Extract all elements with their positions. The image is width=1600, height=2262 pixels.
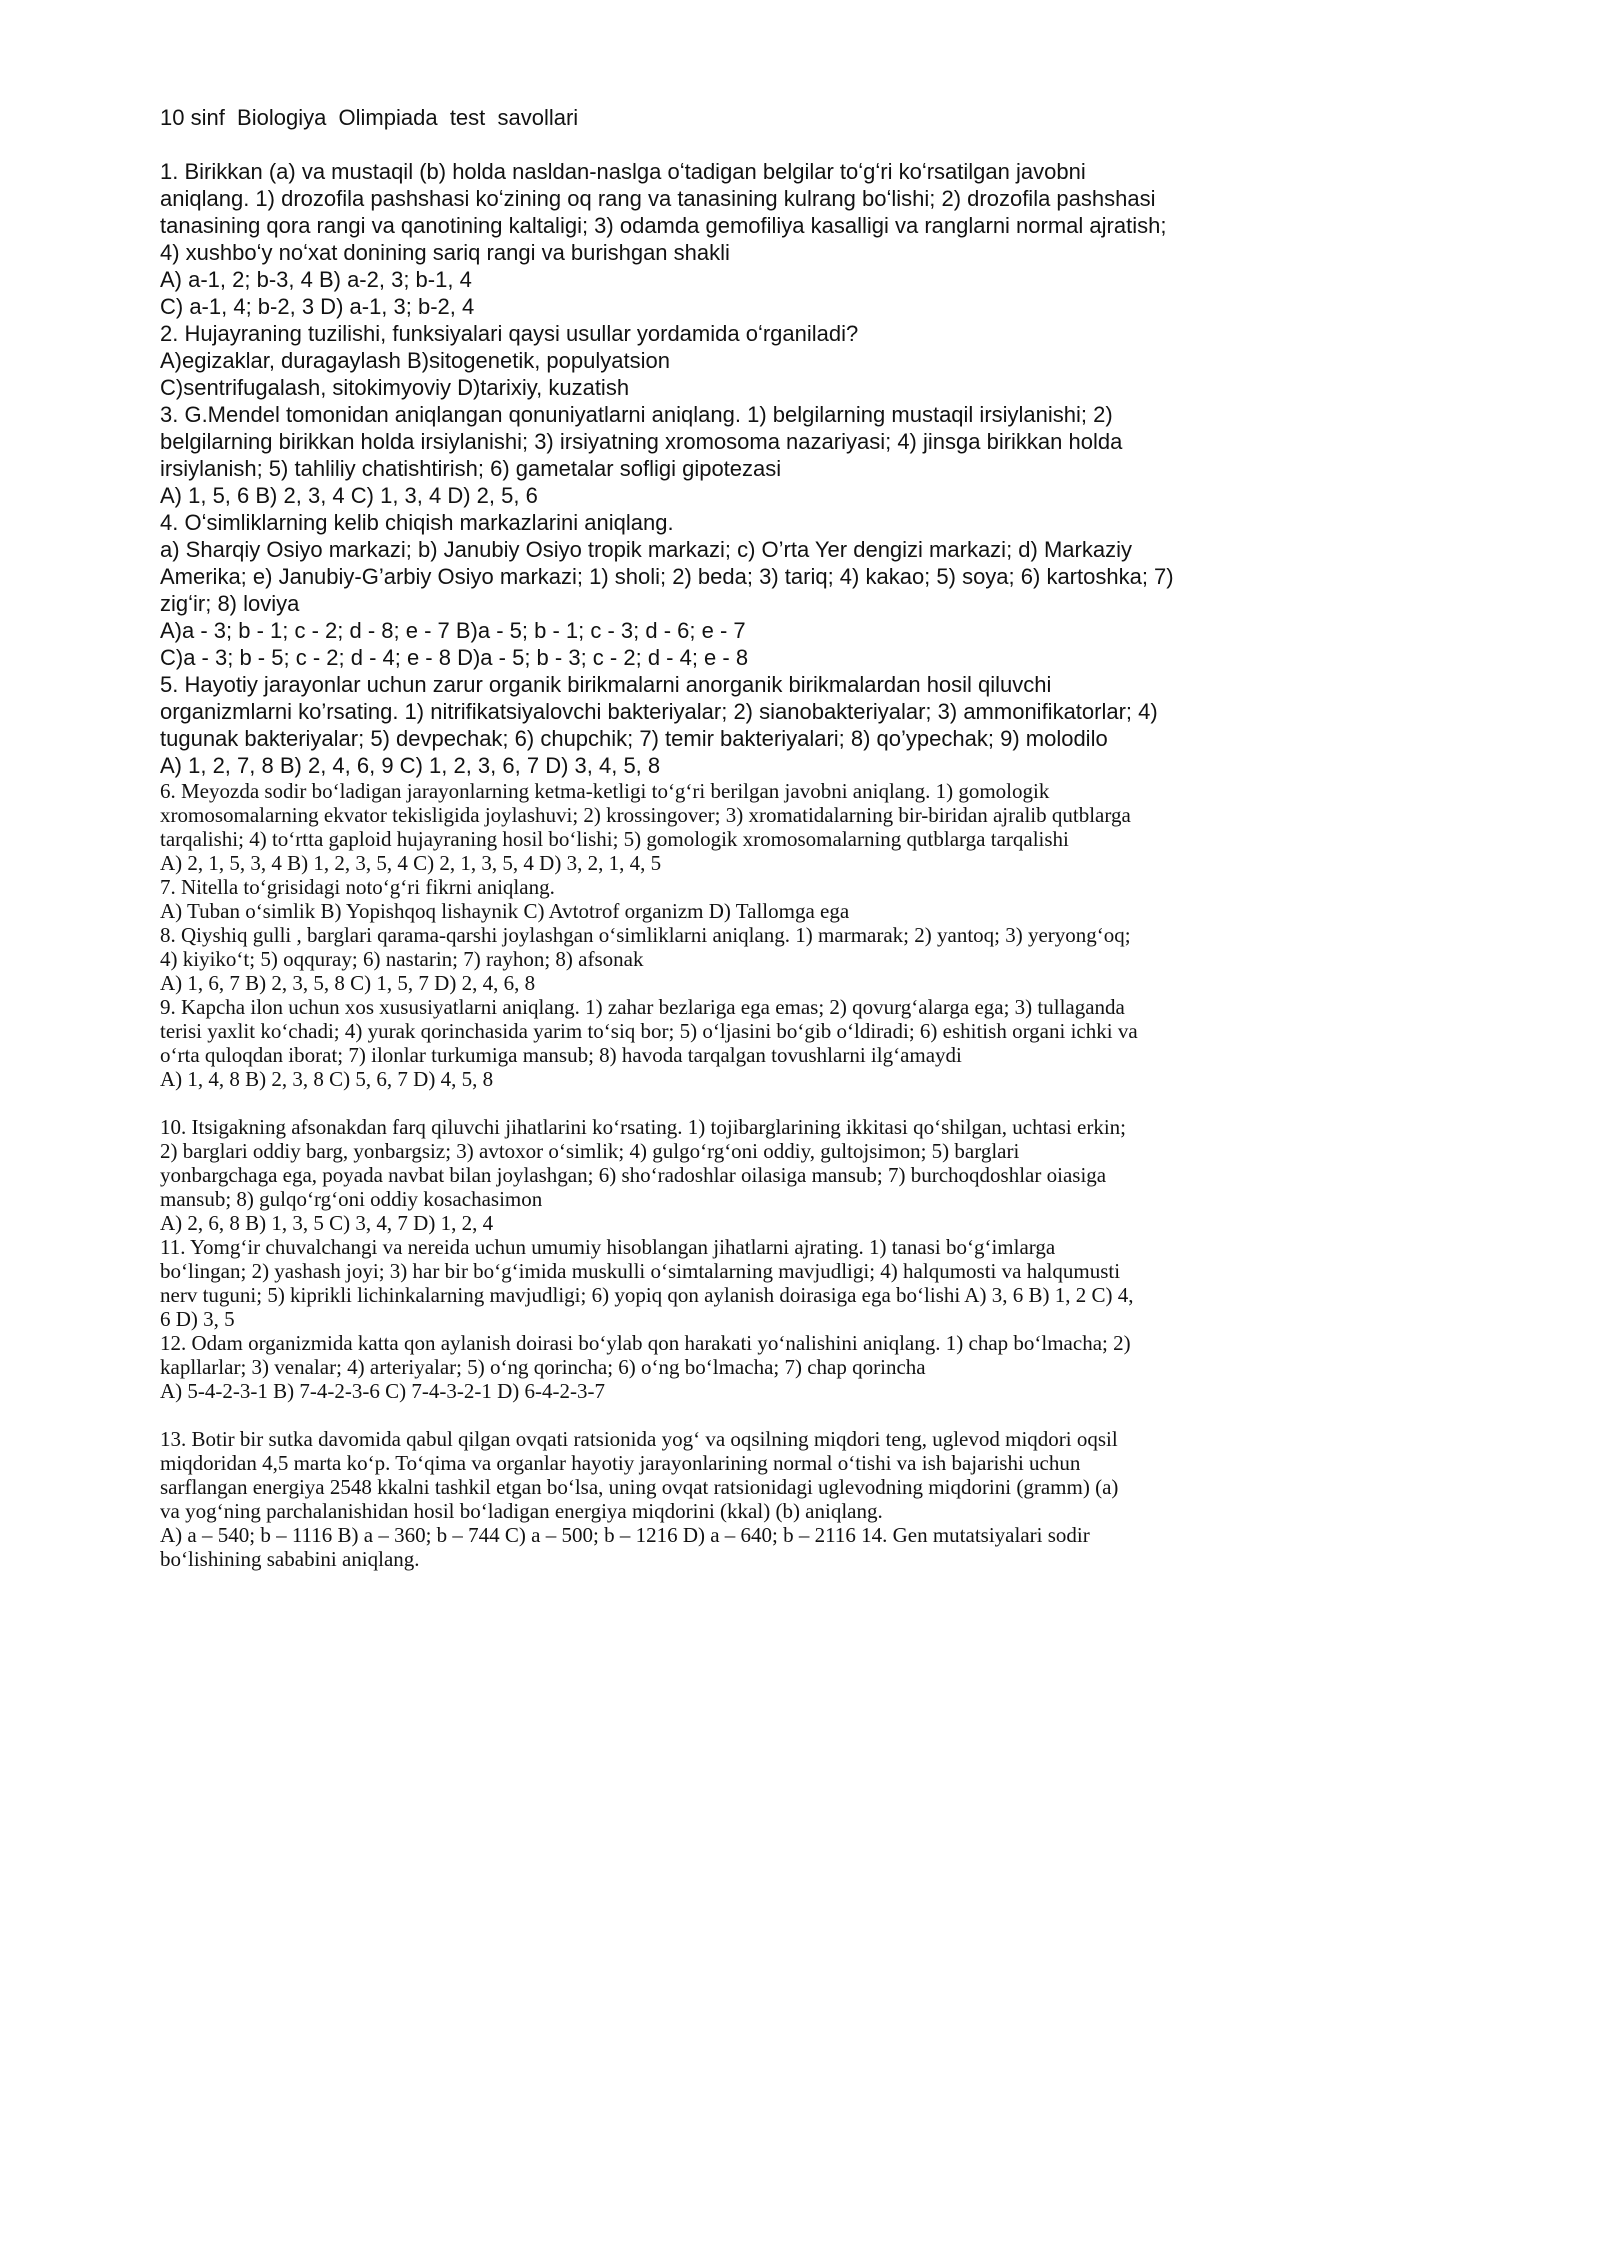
text-line: a) Sharqiy Osiyo markazi; b) Janubiy Osiyo tropik markazi; c) O’rta Yer dengizi markazi; d) Markaziy (160, 537, 1132, 562)
text-line: C)a - 3; b - 5; c - 2; d - 4; e - 8 D)a - 5; b - 3; c - 2; d - 4; e - 8 (160, 645, 749, 670)
text-line: 9. Kapcha ilon uchun xos xususiyatlarni aniqlang. 1) zahar bezlariga ega emas; 2) qovurgʻalarga ega; 3) tullaganda (160, 995, 1125, 1019)
question-6 (160, 779, 1450, 875)
text-line: kapllarlar; 3) venalar; 4) arteriyalar; 5) oʻng qorincha; 6) oʻng boʻlmacha; 7) chap qorincha (160, 1355, 926, 1379)
question-9 (160, 995, 1450, 1091)
text-line: tarqalishi; 4) toʻrtta gaploid hujayraning hosil boʻlishi; 5) gomologik xromosomalarning qutblarga tarqalishi (160, 827, 1069, 851)
text-line: A) 1, 4, 8 B) 2, 3, 8 C) 5, 6, 7 D) 4, 5, 8 (160, 1067, 494, 1091)
text-line: boʻlishining sababini aniqlang. (160, 1547, 420, 1571)
text-line: 4) kiyikoʻt; 5) oqquray; 6) nastarin; 7) rayhon; 8) afsonak (160, 947, 644, 971)
text-line: A) a – 540; b – 1116 B) a – 360; b – 744 C) a – 500; b – 1216 D) a – 640; b – 2116 14. Gen mutatsiyalari sodir (160, 1523, 1090, 1547)
text-line: aniqlang. 1) drozofila pashshasi koʻzining oq rang va tanasining kulrang boʻlishi; 2) drozofila pashshasi (160, 186, 1156, 211)
text-line: A) 1, 2, 7, 8 B) 2, 4, 6, 9 C) 1, 2, 3, 6, 7 D) 3, 4, 5, 8 (160, 753, 661, 778)
text-line: A) 2, 1, 5, 3, 4 B) 1, 2, 3, 5, 4 C) 2, 1, 3, 5, 4 D) 3, 2, 1, 4, 5 (160, 851, 662, 875)
text-line: C)sentrifugalash, sitokimyoviy D)tarixiy, kuzatish (160, 375, 630, 400)
question-8 (160, 923, 1450, 995)
text-line: A) 1, 5, 6 B) 2, 3, 4 C) 1, 3, 4 D) 2, 5, 6 (160, 483, 538, 508)
spacer (160, 1091, 1450, 1115)
text-line: oʻrta quloqdan iborat; 7) ilonlar turkumiga mansub; 8) havoda tarqalgan tovushlarni ilgʻamaydi (160, 1043, 962, 1067)
text-line: 13. Botir bir sutka davomida qabul qilgan ovqati ratsionida yogʻ va oqsilning miqdori teng, uglevod miqdori oqsil (160, 1427, 1118, 1451)
text-line: 1. Birikkan (a) va mustaqil (b) holda nasldan-naslga oʻtadigan belgilar toʻgʻri koʻrsatilgan javobni (160, 159, 1086, 184)
question-12 (160, 1331, 1450, 1403)
text-line: xromosomalarning ekvator tekisligida joylashuvi; 2) krossingover; 3) xromatidalarning bir-biridan ajralib qutblarga (160, 803, 1131, 827)
text-line: 10. Itsigakning afsonakdan farq qiluvchi jihatlarini koʻrsating. 1) tojibarglarining ikkitasi qoʻshilgan, uchtasi erkin; (160, 1115, 1126, 1139)
text-line: boʻlingan; 2) yashash joyi; 3) har bir boʻgʻimida muskulli oʻsimtalarning mavjudligi; 4) halqumosti va halqumusti (160, 1259, 1121, 1283)
text-line: 12. Odam organizmida katta qon aylanish doirasi boʻylab qon harakati yoʻnalishini aniqlang. 1) chap boʻlmacha; 2) (160, 1331, 1131, 1355)
text-line: va yogʻning parchalanishidan hosil boʻladigan energiya miqdorini (kkal) (b) aniqlang. (160, 1499, 883, 1523)
text-line: A) a-1, 2; b-3, 4 B) a-2, 3; b-1, 4 (160, 267, 472, 292)
text-line: organizmlarni ko’rsating. 1) nitrifikatsiyalovchi bakteriyalar; 2) sianobakteriyalar; 3) ammonifikatorlar; 4) (160, 699, 1158, 724)
text-line: 4) xushboʻy noʻxat donining sariq rangi va burishgan shakli (160, 240, 730, 265)
question-7 (160, 875, 1450, 923)
text-line: 2. Hujayraning tuzilishi, funksiyalari qaysi usullar yordamida oʻrganiladi? (160, 321, 859, 346)
text-line: A) 5-4-2-3-1 B) 7-4-2-3-6 C) 7-4-3-2-1 D) 6-4-2-3-7 (160, 1379, 605, 1403)
text-line: 2) barglari oddiy barg, yonbargsiz; 3) avtoxor oʻsimlik; 4) gulgoʻrgʻoni oddiy, gultojsimon; 5) barglari (160, 1139, 1020, 1163)
text-line: A) 2, 6, 8 B) 1, 3, 5 C) 3, 4, 7 D) 1, 2, 4 (160, 1211, 494, 1235)
text-line: A)egizaklar, duragaylash B)sitogenetik, populyatsion (160, 348, 670, 373)
text-line: miqdoridan 4,5 marta koʻp. Toʻqima va organlar hayotiy jarayonlarining normal oʻtishi va ish bajarishi uchun (160, 1451, 1081, 1475)
text-line: 7. Nitella toʻgrisidagi notoʻgʻri fikrni aniqlang. (160, 875, 555, 899)
text-line: 11. Yomgʻir chuvalchangi va nereida uchun umumiy hisoblangan jihatlarni ajrating. 1) tanasi boʻgʻimlarga (160, 1235, 1056, 1259)
text-line: A) 1, 6, 7 B) 2, 3, 5, 8 C) 1, 5, 7 D) 2, 4, 6, 8 (160, 971, 536, 995)
text-line: tugunak bakteriyalar; 5) devpechak; 6) chupchik; 7) temir bakteriyalari; 8) qo’ypechak; 9) molodilo (160, 726, 1108, 751)
spacer (160, 1403, 1450, 1427)
text-line: A)a - 3; b - 1; c - 2; d - 8; e - 7 B)a - 5; b - 1; c - 3; d - 6; e - 7 (160, 618, 746, 643)
text-line: A) Tuban oʻsimlik B) Yopishqoq lishaynik C) Avtotrof organizm D) Tallomga ega (160, 899, 850, 923)
text-line: yonbargchaga ega, poyada navbat bilan joylashgan; 6) shoʻradoshlar oilasiga mansub; 7) burchoqdoshlar oiasiga (160, 1163, 1107, 1187)
text-line: terisi yaxlit koʻchadi; 4) yurak qorinchasida yarim toʻsiq bor; 5) oʻljasini boʻgib oʻldiradi; 6) eshitish organi ichki va (160, 1019, 1138, 1043)
text-line: zigʻir; 8) loviya (160, 591, 300, 616)
question-2 (160, 320, 1450, 401)
question-4 (160, 509, 1450, 671)
text-line: Amerika; e) Janubiy-G’arbiy Osiyo markazi; 1) sholi; 2) beda; 3) tariq; 4) kakao; 5) soya; 6) kartoshka; 7) (160, 564, 1174, 589)
text-line: sarflangan energiya 2548 kkalni tashkil etgan boʻlsa, uning ovqat ratsionidagi uglevodning miqdorini (gramm) (a) (160, 1475, 1119, 1499)
question-5 (160, 671, 1450, 779)
text-line: tanasining qora rangi va qanotining kaltaligi; 3) odamda gemofiliya kasalligi va ranglarni normal ajratish; (160, 213, 1167, 238)
text-line: mansub; 8) gulqoʻrgʻoni oddiy kosachasimon (160, 1187, 543, 1211)
text-line: nerv tuguni; 5) kiprikli lichinkalarning mavjudligi; 6) yopiq qon aylanish doirasiga ega boʻlishi A) 3, 6 B) 1, 2 C) 4, (160, 1283, 1134, 1307)
question-11 (160, 1235, 1450, 1331)
text-line: C) a-1, 4; b-2, 3 D) a-1, 3; b-2, 4 (160, 294, 475, 319)
text-line: 8. Qiyshiq gulli , barglari qarama-qarshi joylashgan oʻsimliklarni aniqlang. 1) marmarak; 2) yantoq; 3) yeryongʻoq; (160, 923, 1131, 947)
text-line: 4. Oʻsimliklarning kelib chiqish markazlarini aniqlang. (160, 510, 674, 535)
question-13 (160, 1427, 1450, 1571)
text-line: 3. G.Mendel tomonidan aniqlangan qonuniyatlarni aniqlang. 1) belgilarning mustaqil irsiylanishi; 2) (160, 402, 1113, 427)
text-line: 6. Meyozda sodir boʻladigan jarayonlarning ketma-ketligi toʻgʻri berilgan javobni aniqlang. 1) gomologik (160, 779, 1050, 803)
text-line: 6 D) 3, 5 (160, 1307, 235, 1331)
question-3 (160, 401, 1450, 509)
document-title: 10 sinf Biologiya Olimpiada test savollari (160, 105, 579, 130)
text-line (160, 1091, 1450, 1115)
text-line: 5. Hayotiy jarayonlar uchun zarur organik birikmalarni anorganik birikmalardan hosil qiluvchi (160, 672, 1052, 697)
text-line (160, 1403, 1450, 1427)
text-line: irsiylanish; 5) tahliliy chatishtirish; 6) gametalar sofligi gipotezasi (160, 456, 782, 481)
document-body (160, 158, 1450, 1571)
question-10 (160, 1115, 1450, 1235)
text-line: belgilarning birikkan holda irsiylanishi; 3) irsiyatning xromosoma nazariyasi; 4) jinsga birikkan holda (160, 429, 1123, 454)
question-1 (160, 158, 1450, 320)
